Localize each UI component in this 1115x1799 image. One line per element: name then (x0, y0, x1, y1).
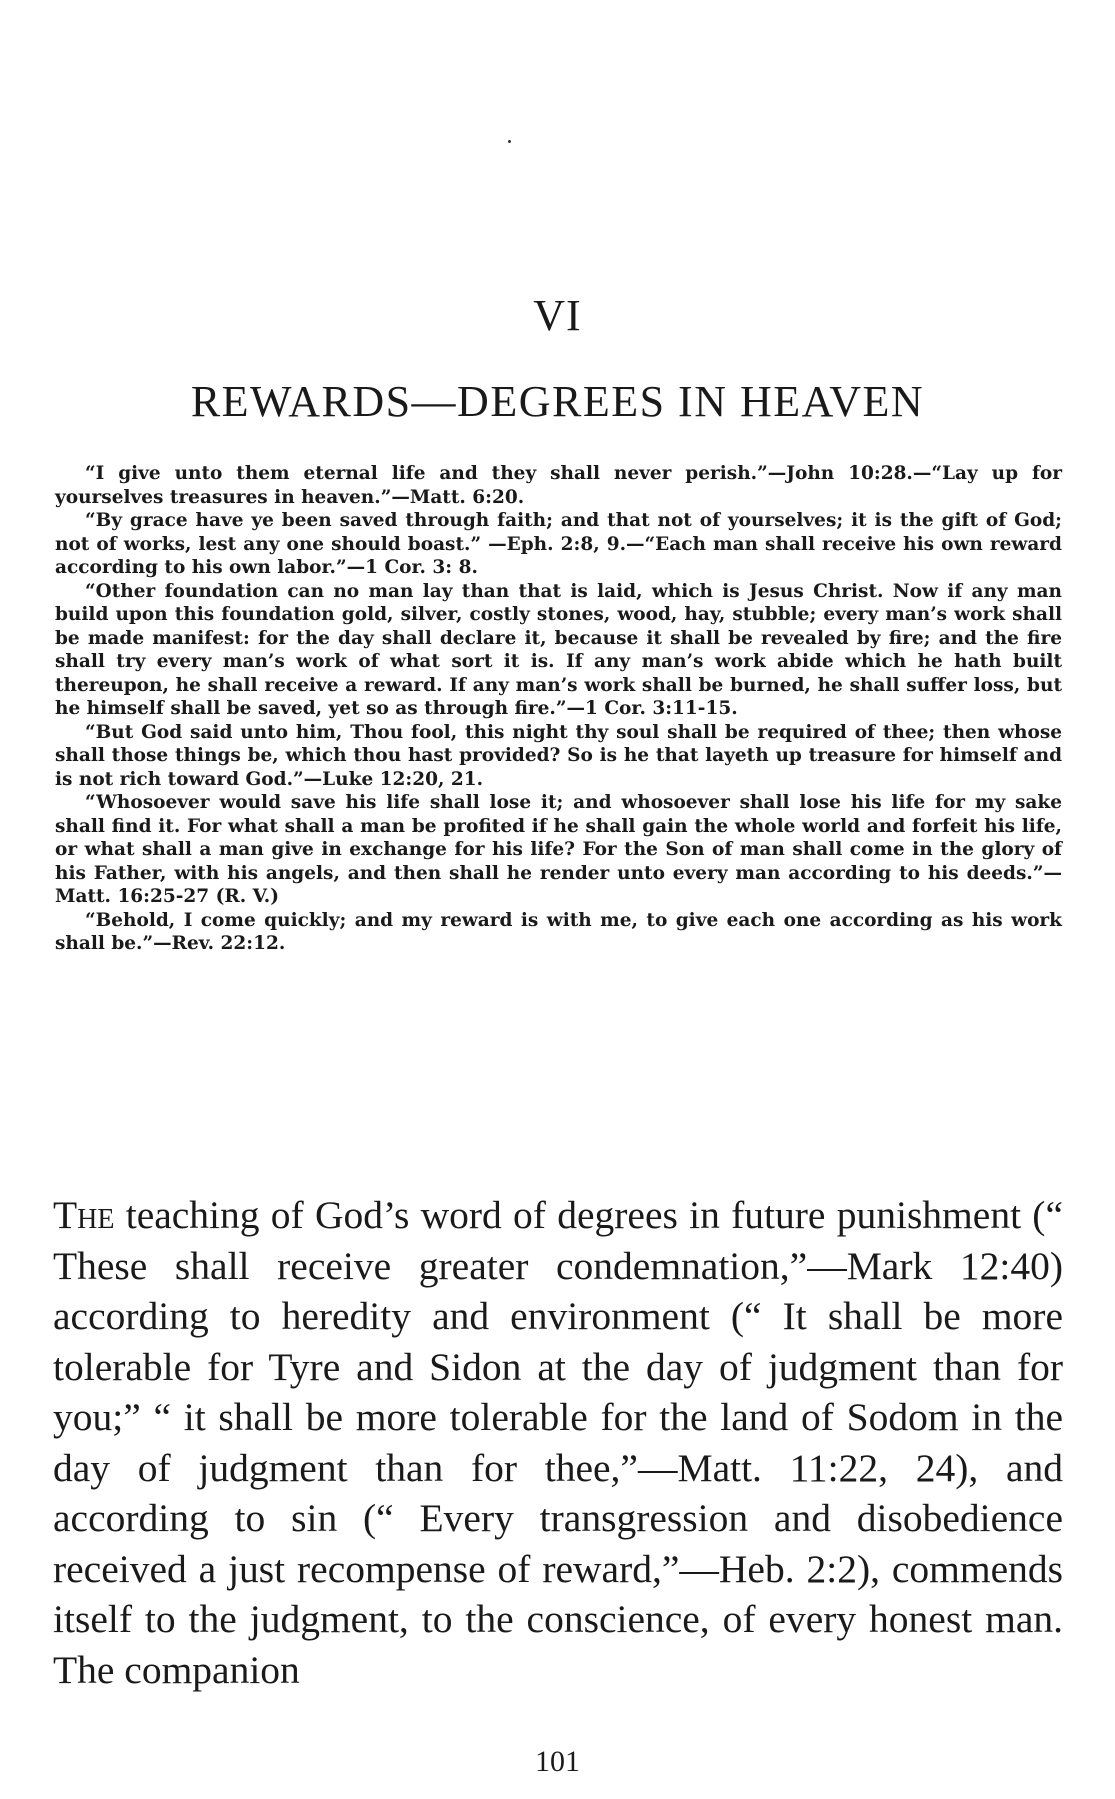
chapter-number: VI (533, 291, 582, 340)
lead-word: The (53, 1193, 115, 1237)
epigraph-block (55, 462, 1062, 956)
epigraph: “Behold, I come quickly; and my reward is with me, to give each one according as his work shall be.”—Rev. 22:12. (55, 909, 1062, 954)
epigraph: “By grace have ye been saved through faith; and that not of yourselves; it is the gift of God; not of works, lest any one should boast.” —Eph. 2:8, 9.—“Each man shall receive his own reward according to his own labor.”—1 Cor. 3: 8. (55, 510, 1062, 578)
epigraph: “I give unto them eternal life and they shall never perish.”—John 10:28.—“Lay up for yourselves treasures in heaven.”—Matt. 6:20. (55, 463, 1062, 508)
chapter-title: REWARDS—DEGREES IN HEAVEN (190, 377, 925, 426)
print-speck (508, 140, 511, 143)
epigraph: “Whosoever would save his life shall lose it; and whosoever shall lose his life for my sake shall find it. For what shall a man be profited if he shall gain the whole world and forfeit his life, or what shall a man give in exchange for his life? For the Son of man shall come in the glory of his Father, with his angels, and then shall he render unto every man according to his deeds.”—Matt. 16:25-27 (R. V.) (55, 792, 1062, 907)
body-text: teaching of God’s word of degrees in future punishment (“ These shall receive greater condemnation,”—Mark 12:40) according to heredity and environment (“ It shall be more tolerable for Tyre and Sidon at the day of judgment than for you;” “ it shall be more tolerable for the land of Sodom in the day of judgment than for thee,”—Matt. 11:22, 24), and according to sin (“ Every transgression and disobedience received a just recompense of reward,”—Heb. 2:2), commends itself to the judgment, to the conscience, of every honest man. The companion (53, 1193, 1063, 1692)
body-paragraph (53, 1190, 1063, 1695)
page-number: 101 (535, 1745, 580, 1778)
epigraph: “But God said unto him, Thou fool, this night thy soul shall be required of thee; then whose shall those things be, which thou hast provided? So is he that layeth up treasure for himself and is not rich toward God.”—Luke 12:20, 21. (55, 721, 1062, 790)
epigraph: “Other foundation can no man lay than that is laid, which is Jesus Christ. Now if any man build upon this foundation gold, silver, costly stones, wood, hay, stubble; every man’s work shall be made manifest: for the day shall declare it, because it shall be revealed by fire; and the fire shall try every man’s work of what sort it is. If any man’s work abide which he hath built thereupon, he shall receive a reward. If any man’s work shall be burned, he shall suffer loss, but he himself shall be saved, yet so as through fire.”—1 Cor. 3:11-15. (55, 580, 1062, 719)
